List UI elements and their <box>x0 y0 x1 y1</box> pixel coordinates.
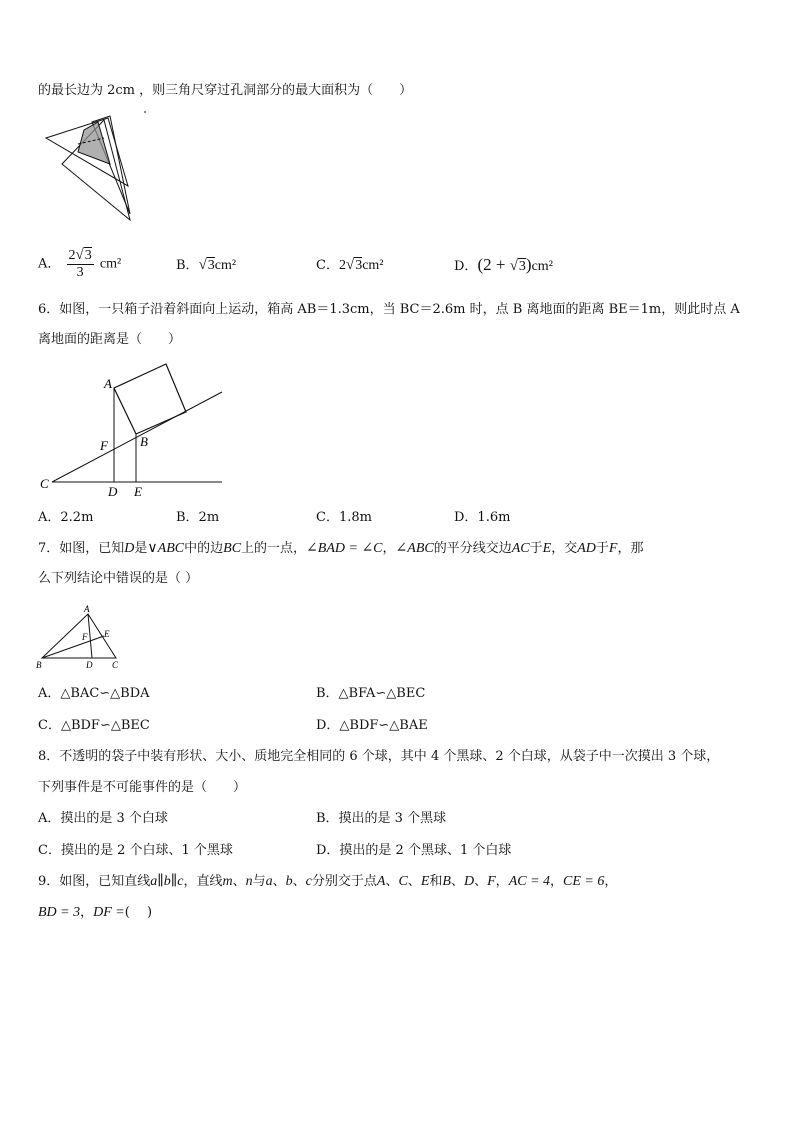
q9-stem-line2: BD = 3，DF =( ) <box>38 905 153 920</box>
q5-option-a[interactable]: A． $\frac{2√3}{3}$ cm² <box>38 247 122 280</box>
q5-option-c[interactable]: C．2√3cm² <box>316 257 384 273</box>
q6-label-d: D <box>108 484 118 499</box>
q7-option-d[interactable]: D．△BDF∽△BAE <box>316 718 428 733</box>
q8-stem-line1: 8．不透明的袋子中装有形状、大小、质地完全相同的 6 个球，其中 4 个黑球、2 个白球，从袋子中一次摸出 3 个球， <box>38 749 720 764</box>
q8-stem-line2: 下列事件是不可能事件的是（ ） <box>38 780 247 795</box>
q7-label-b: B <box>36 660 42 670</box>
q7-label-a: A <box>84 604 90 614</box>
q7-label-f: F <box>82 632 88 642</box>
q5-option-b[interactable]: B．√3cm² <box>176 257 237 273</box>
q6-label-c: C <box>40 476 49 491</box>
q7-option-c[interactable]: C．△BDF∽△BEC <box>38 718 150 733</box>
q7-label-e: E <box>104 629 110 639</box>
q7-option-b[interactable]: B．△BFA∽△BEC <box>316 686 426 701</box>
q6-label-b: B <box>140 434 148 449</box>
q6-option-b[interactable]: B．2m <box>176 510 220 525</box>
q8-option-a[interactable]: A．摸出的是 3 个白球 <box>38 811 168 826</box>
q6-label-f: F <box>100 438 108 453</box>
q8-option-c[interactable]: C．摸出的是 2 个白球、1 个黑球 <box>38 843 233 858</box>
q8-option-d[interactable]: D．摸出的是 2 个黑球、1 个白球 <box>316 843 512 858</box>
q7-option-a[interactable]: A．△BAC∽△BDA <box>38 686 150 701</box>
q6-stem-line1: 6．如图，一只箱子沿着斜面向上运动，箱高 AB＝1.3cm，当 BC＝2.6m 时，点 B 离地面的距离 BE＝1m，则此时点 A <box>38 302 740 317</box>
q7-stem-line2: 么下列结论中错误的是（ ） <box>38 571 199 586</box>
q6-option-c[interactable]: C．1.8m <box>316 510 372 525</box>
q7-figure <box>36 602 126 674</box>
q8-option-b[interactable]: B．摸出的是 3 个黑球 <box>316 811 447 826</box>
q7-stem-line1: 7．如图，已知D是∨ABC中的边BC上的一点，∠BAD = ∠C，∠ABC的平分线交边AC于E，交AD于F，那 <box>38 541 644 556</box>
q5-stem: 的最长边为 2cm ，则三角尺穿过孔洞部分的最大面积为（ ） <box>38 83 413 98</box>
q7-line-ad <box>88 614 92 658</box>
q6-box <box>114 364 186 434</box>
q7-label-c: C <box>112 660 119 670</box>
q7-line-be <box>42 636 104 658</box>
q9-stem-line1: 9．如图，已知直线a∥b∥c，直线m、n与a、b、c分别交于点A、C、E和B、D、F，AC = 4，CE = 6， <box>38 874 618 889</box>
q5-figure <box>38 108 158 224</box>
q6-slope <box>52 392 222 482</box>
q6-label-a: A <box>104 376 112 391</box>
q6-option-a[interactable]: A．2.2m <box>38 510 94 525</box>
q6-stem-line2: 离地面的距离是（ ） <box>38 332 182 347</box>
q6-option-d[interactable]: D．1.6m <box>454 510 511 525</box>
q5-a-fraction: $\frac{2√3}{3}$ <box>68 247 92 280</box>
q5-hole-region <box>78 122 110 164</box>
q6-figure <box>38 358 228 500</box>
q5-option-d[interactable]: D．(2 + √3)cm² <box>454 255 553 274</box>
q6-label-e: E <box>134 484 142 499</box>
q7-label-d: D <box>86 660 93 670</box>
